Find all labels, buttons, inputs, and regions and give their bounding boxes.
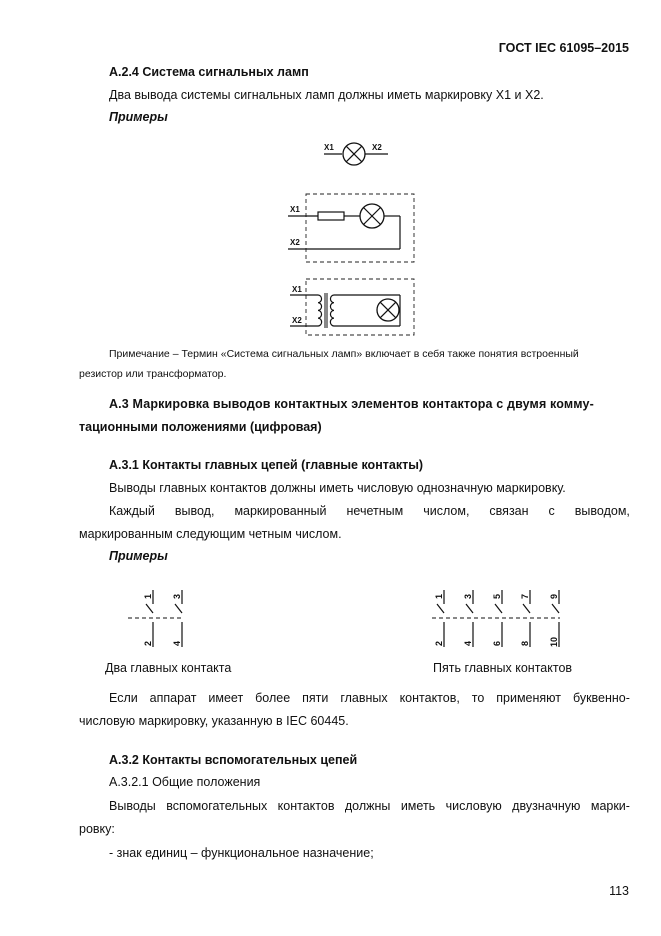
paragraph-a31-2-line2: маркированным следующим четным числом. <box>79 527 342 541</box>
word: вывод, <box>174 504 215 518</box>
word: аппарат <box>149 691 197 705</box>
word: двузначную <box>512 799 581 813</box>
terminal-label-x2: X2 <box>290 238 300 247</box>
note-line-1: Примечание – Термин «Система сигнальных ламп» включает в себя также понятия встроенный <box>109 348 579 360</box>
terminal-number: 5 <box>492 593 502 599</box>
word: должны <box>344 799 391 813</box>
word: буквенно- <box>572 691 630 705</box>
examples-label-a24: Примеры <box>109 110 168 124</box>
word: контактов <box>277 799 335 813</box>
document-id: ГОСТ IEC 61095–2015 <box>498 41 629 55</box>
section-heading-a24: А.2.4 Система сигнальных ламп <box>109 65 309 79</box>
word: марки- <box>590 799 630 813</box>
word: контактов, <box>399 691 460 705</box>
paragraph-a31-3-line2: числовую маркировку, указанную в IEC 60445. <box>79 714 349 728</box>
word: связан <box>489 504 529 518</box>
word: вспомогательных <box>166 799 268 813</box>
word: Если <box>109 691 138 705</box>
paragraph-a31-1: Выводы главных контактов должны иметь числовую однозначную маркировку. <box>109 481 566 495</box>
note-line-2: резистор или трансформатор. <box>79 368 227 380</box>
section-heading-a3-line2: тационными положениями (цифровая) <box>79 420 322 434</box>
terminal-label-x1: X1 <box>290 205 300 214</box>
word: Выводы <box>109 799 156 813</box>
word: числовую <box>445 799 502 813</box>
section-heading-a32: А.3.2 Контакты вспомогательных цепей <box>109 753 358 767</box>
paragraph-a321-line1 <box>109 799 630 813</box>
terminal-number: 3 <box>172 593 182 599</box>
word: Каждый <box>109 504 155 518</box>
word: применяют <box>496 691 561 705</box>
terminal-number: 4 <box>172 640 182 646</box>
terminal-label-x1: X1 <box>292 285 302 294</box>
caption-five-contacts: Пять главных контактов <box>433 661 573 675</box>
terminal-number: 4 <box>463 640 473 646</box>
word: главных <box>340 691 388 705</box>
section-heading-a3-line1: А.3 Маркировка выводов контактных элементов контактора с двумя комму- <box>109 397 594 411</box>
caption-two-contacts: Два главных контакта <box>105 661 232 675</box>
terminal-number: 2 <box>143 640 153 646</box>
terminal-label-x2: X2 <box>372 143 382 152</box>
word: иметь <box>400 799 436 813</box>
word: имеет <box>208 691 244 705</box>
examples-label-a31: Примеры <box>109 549 168 563</box>
terminal-number: 1 <box>434 593 444 599</box>
terminal-number: 3 <box>463 593 473 599</box>
word: то <box>471 691 485 705</box>
page-number: 113 <box>609 884 629 898</box>
paragraph-a24: Два вывода системы сигнальных ламп должны иметь маркировку X1 и X2. <box>109 88 544 102</box>
word: маркированный <box>234 504 327 518</box>
word: с <box>548 504 555 518</box>
terminal-number: 7 <box>520 593 530 599</box>
word: выводом, <box>574 504 630 518</box>
word: нечетным <box>346 504 404 518</box>
subsection-heading-a321: А.3.2.1 Общие положения <box>109 775 261 789</box>
bullet-item: - знак единиц – функциональное назначение; <box>109 846 374 860</box>
terminal-number: 9 <box>549 593 559 599</box>
section-heading-a31: А.3.1 Контакты главных цепей (главные контакты) <box>109 458 424 472</box>
paragraph-a31-3-line1 <box>109 691 630 705</box>
terminal-number: 8 <box>520 640 530 646</box>
terminal-number: 2 <box>434 640 444 646</box>
paragraph-a321-line2: ровку: <box>79 822 115 836</box>
terminal-number: 10 <box>549 636 559 647</box>
word: более <box>255 691 291 705</box>
terminal-number: 1 <box>143 593 153 599</box>
terminal-label-x1: X1 <box>324 143 334 152</box>
terminal-number: 6 <box>492 640 502 646</box>
terminal-label-x2: X2 <box>292 316 302 325</box>
word: пяти <box>302 691 329 705</box>
word: числом, <box>423 504 470 518</box>
